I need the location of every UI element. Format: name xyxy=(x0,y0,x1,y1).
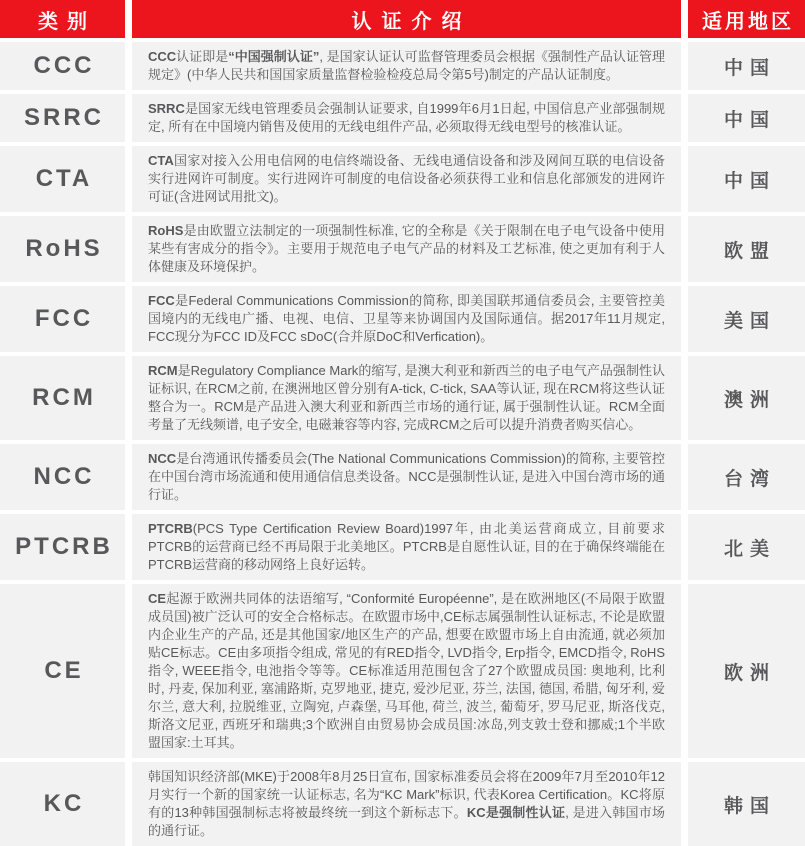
category-label: PTCRB xyxy=(15,533,113,560)
description-cell xyxy=(132,762,681,846)
description-text: PTCRB(PCS Type Certification Review Board)1997年, 由北美运营商成立, 目前要求PTCRB的运营商已经不再局限于北美地区。PTCRB是自愿性认证, 目的在于确保终端能在PTCRB运营商的移动网络上良好运转。 xyxy=(148,521,665,572)
table-row xyxy=(0,94,805,142)
region-label: 中国 xyxy=(723,170,776,192)
header-category-label: 类别 xyxy=(38,10,96,33)
description-text: RCM是Regulatory Compliance Mark的缩写, 是澳大利亚和新西兰的电子电气产品强制性认证标识, 在RCM之前, 在澳洲地区曾分别有A-tick, C-tick, SAA等认证, 现在RCM将这些认证整合为一。RCM是产品进入澳大利亚和新西兰市场的通行证, 属于强制性认证。RCM全面考量了无线频谱, 电子安全, 电磁兼容等内容, 完成RCM之后可以提升消费者购买信心。 xyxy=(148,363,665,432)
region-cell xyxy=(688,94,805,142)
category-label: NCC xyxy=(33,463,95,490)
table-row xyxy=(0,444,805,510)
category-label: RoHS xyxy=(25,235,103,262)
category-cell xyxy=(0,444,125,510)
category-cell xyxy=(0,356,125,440)
table-row xyxy=(0,42,805,90)
description-cell xyxy=(132,94,681,142)
table-header-row xyxy=(0,0,805,38)
category-cell xyxy=(0,42,125,90)
region-cell xyxy=(688,514,805,580)
description-text: NCC是台湾通讯传播委员会(The National Communications Commission)的简称, 主要管控在中国台湾市场流通和使用通信信息类设备。NCC是强制性认证, 是进入中国台湾市场的通行证。 xyxy=(148,451,665,502)
description-cell xyxy=(132,514,681,580)
region-label: 韩国 xyxy=(723,795,776,817)
description-cell xyxy=(132,584,681,758)
category-cell xyxy=(0,762,125,846)
region-label: 中国 xyxy=(723,57,776,79)
region-label: 台湾 xyxy=(723,468,776,490)
table-row xyxy=(0,146,805,212)
table-row xyxy=(0,584,805,758)
category-cell xyxy=(0,514,125,580)
description-text: RoHS是由欧盟立法制定的一项强制性标准, 它的全称是《关于限制在电子电气设备中使用某些有害成分的指令》。主要用于规范电子电气产品的材料及工艺标准, 使之更加有利于人体健康及环境保护。 xyxy=(148,223,665,274)
table-row xyxy=(0,514,805,580)
category-label: FCC xyxy=(34,305,94,332)
header-region-label: 适用地区 xyxy=(702,10,794,33)
table-row xyxy=(0,356,805,440)
region-label: 北美 xyxy=(723,538,776,560)
description-cell xyxy=(132,444,681,510)
header-intro xyxy=(132,0,681,38)
header-region xyxy=(688,0,805,38)
category-label: SRRC xyxy=(23,104,104,131)
description-text: CE起源于欧洲共同体的法语缩写, “Conformité Européenne”, 是在欧洲地区(不局限于欧盟成员国)被广泛认可的安全合格标志。在欧盟市场中,CE标志属强制性认证标志, 不论是欧盟内企业生产的产品, 还是其他国家/地区生产的产品, 想要在欧盟市场上自由流通, 就必须加贴CE标志。CE由多项指令组成, 常见的有RED指令, LVD指令, Erp指令, EMCD指令, RoHS指令, WEEE指令, 电池指令等等。CE标准适用范围包含了27个欧盟成员国: 奥地利, 比利时, 丹麦, 保加利亚, 塞浦路斯, 克罗地亚, 捷克, 爱沙尼亚, 芬兰, 法国, 德国, 希腊, 匈牙利, 爱尔兰, 意大利, 拉脱维亚, 立陶宛, 卢森堡, 马耳他, 荷兰, 波兰, 葡萄牙, 罗马尼亚, 斯洛伐克, 斯洛文尼亚, 西班牙和瑞典;3个欧洲自由贸易协会成员国:冰岛,列支敦士登和挪威;1个半欧盟国家:土耳其。 xyxy=(148,591,665,750)
table-row xyxy=(0,216,805,282)
region-label: 澳洲 xyxy=(723,389,776,411)
region-label: 欧洲 xyxy=(723,662,776,684)
description-cell xyxy=(132,286,681,352)
category-cell xyxy=(0,286,125,352)
region-cell xyxy=(688,216,805,282)
description-text: CCC认证即是“中国强制认证”, 是国家认证认可监督管理委员会根据《强制性产品认证管理规定》(中华人民共和国国家质量监督检验检疫总局令第5号)制定的产品认证制度。 xyxy=(148,49,665,82)
category-cell xyxy=(0,216,125,282)
region-cell xyxy=(688,356,805,440)
description-text: FCC是Federal Communications Commission的简称, 即美国联邦通信委员会, 主要管控美国境内的无线电广播、电视、电信、卫星等来协调国内及国际通信。据2017年11月规定, FCC现分为FCC ID及FCC sDoC(合并原DoC和Verfication)。 xyxy=(148,293,665,344)
category-cell xyxy=(0,584,125,758)
region-label: 中国 xyxy=(723,109,776,131)
category-label: CE xyxy=(44,657,84,684)
table-row xyxy=(0,762,805,846)
region-cell xyxy=(688,444,805,510)
header-category xyxy=(0,0,125,38)
header-intro-label: 认证介绍 xyxy=(351,10,472,33)
description-text: CTA国家对接入公用电信网的电信终端设备、无线电通信设备和涉及网间互联的电信设备实行进网许可制度。实行进网许可制度的电信设备必须获得工业和信息化部颁发的进网许可证(含进网试用批文)。 xyxy=(148,153,665,204)
category-label: KC xyxy=(43,790,85,817)
description-cell xyxy=(132,356,681,440)
description-cell xyxy=(132,42,681,90)
region-cell xyxy=(688,146,805,212)
description-text: 韩国知识经济部(MKE)于2008年8月25日宣布, 国家标准委员会将在2009年7月至2010年12月实行一个新的国家统一认证标志, 名为“KC Mark”标识, 代表Korea Certification。KC将原有的13种韩国强制标志将被最终统一到这个新标志下。KC是强制性认证, 是进入韩国市场的通行证。 xyxy=(148,769,665,838)
region-label: 欧盟 xyxy=(723,240,776,262)
region-cell xyxy=(688,762,805,846)
description-cell xyxy=(132,146,681,212)
category-cell xyxy=(0,94,125,142)
region-cell xyxy=(688,286,805,352)
region-label: 美国 xyxy=(723,310,776,332)
category-cell xyxy=(0,146,125,212)
category-label: CTA xyxy=(35,165,93,192)
description-text: SRRC是国家无线电管理委员会强制认证要求, 自1999年6月1日起, 中国信息产业部强制规定, 所有在中国境内销售及使用的无线电组件产品, 必须取得无线电型号的核准认证。 xyxy=(148,101,665,134)
category-label: CCC xyxy=(33,52,95,79)
region-cell xyxy=(688,584,805,758)
category-label: RCM xyxy=(32,384,96,411)
region-cell xyxy=(688,42,805,90)
table-row xyxy=(0,286,805,352)
description-cell xyxy=(132,216,681,282)
